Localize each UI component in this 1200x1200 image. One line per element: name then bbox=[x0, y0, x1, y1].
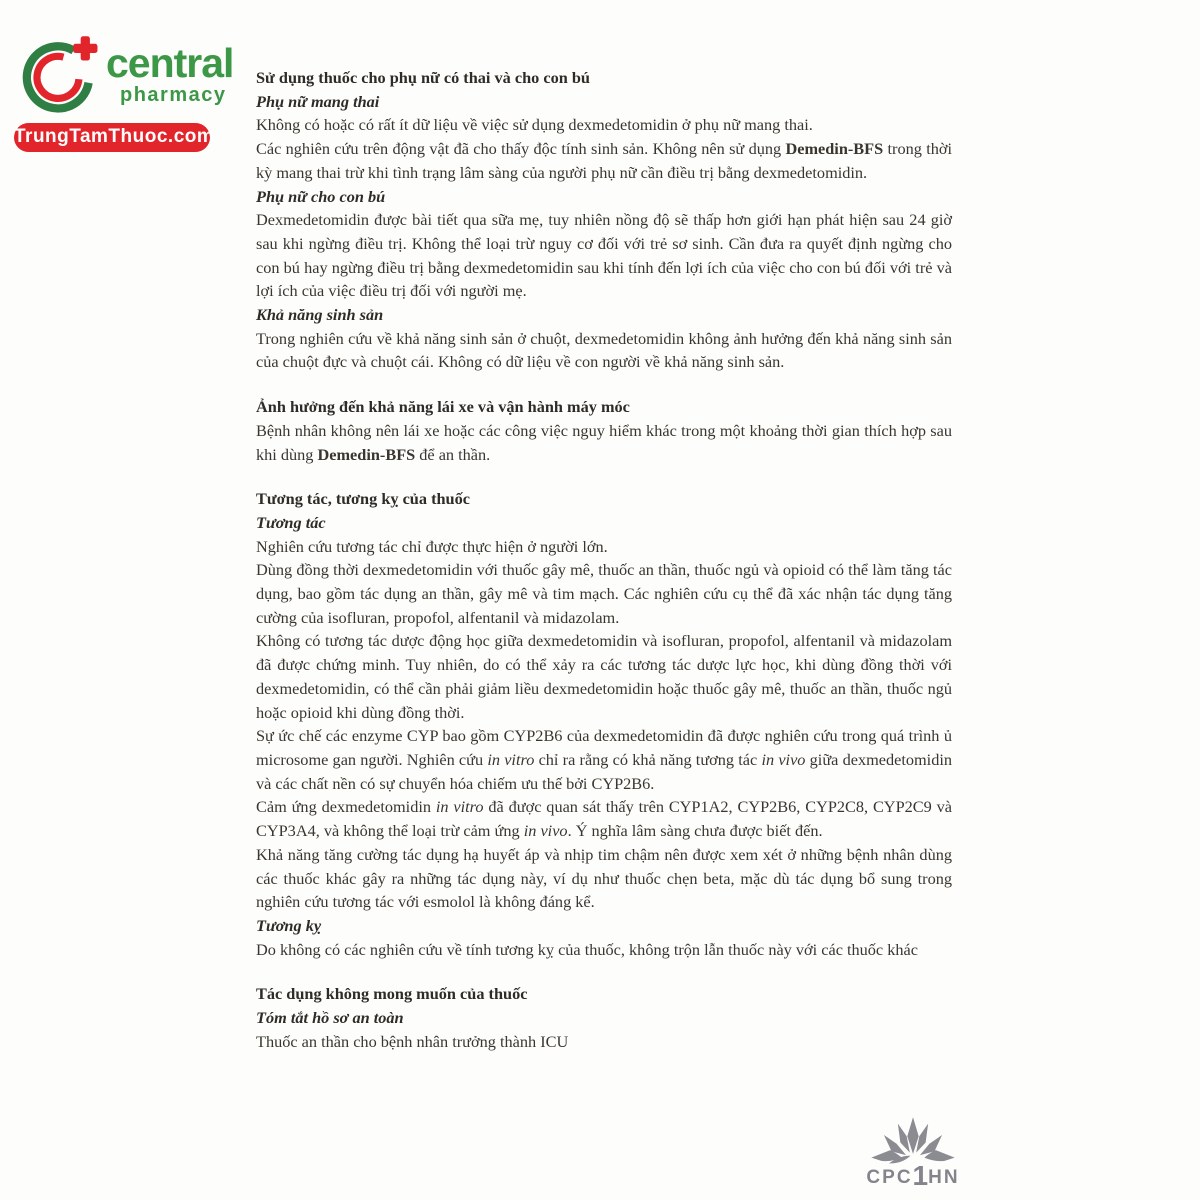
sub-heading bbox=[256, 90, 952, 114]
text-run: Demedin-BFS bbox=[785, 139, 884, 159]
cpc1hn-logo bbox=[858, 1116, 968, 1191]
paragraph bbox=[256, 629, 952, 724]
paragraph bbox=[256, 724, 952, 795]
text-run: Tác dụng không mong muốn của thuốc bbox=[256, 984, 528, 1004]
logo-row bbox=[14, 32, 234, 116]
mountain-lotus-icon bbox=[863, 1116, 963, 1164]
cpc1hn-pre: CPC bbox=[866, 1167, 913, 1188]
text-run: Tóm tắt hồ sơ an toàn bbox=[256, 1008, 404, 1028]
document-body bbox=[256, 66, 952, 1053]
text-run: giữa dexmedetomidin và các chất nền có sự chuyển hóa chiếm ưu thế bởi CYP2B6. bbox=[256, 749, 953, 793]
logo-text bbox=[106, 32, 233, 107]
sub-heading bbox=[256, 185, 952, 209]
paragraph bbox=[256, 327, 952, 374]
text-run: Các nghiên cứu trên động vật đã cho thấy độc tính sinh sản. Không nên sử dụng bbox=[256, 139, 786, 159]
text-run: Khả năng tăng cường tác dụng hạ huyết áp và nhịp tim chậm nên được xem xét ở những bệnh nhân dùng các thuốc khác gây ra những tác dụng này, ví dụ như thuốc chẹn beta, mặc dù tác dụng bổ sung trong nghiên cứu tương tác với esmolol là không đáng kể. bbox=[256, 844, 952, 912]
paragraph bbox=[256, 558, 952, 629]
central-pharmacy-logo bbox=[14, 32, 234, 152]
text-run: Khả năng sinh sản bbox=[256, 305, 384, 325]
paragraph bbox=[256, 795, 952, 842]
text-run: Dùng đồng thời dexmedetomidin với thuốc gây mê, thuốc an thần, thuốc ngủ và opioid có thể làm tăng tác dụng, bao gồm tác dụng an thần, gây mê và tim mạch. Các nghiên cứu cụ thể đã xác nhận tác dụng tăng cường của isofluran, propofol, alfentanil và midazolam. bbox=[256, 560, 952, 627]
text-run: in vitro bbox=[487, 749, 535, 769]
text-run: Không có hoặc có rất ít dữ liệu về việc sử dụng dexmedetomidin ở phụ nữ mang thai. bbox=[256, 115, 813, 135]
paragraph bbox=[256, 137, 952, 184]
sub-heading bbox=[256, 303, 952, 327]
text-run: Nghiên cứu tương tác chỉ được thực hiện ở người lớn. bbox=[256, 536, 608, 556]
text-run: Bệnh nhân không nên lái xe hoặc các công việc nguy hiểm khác trong một khoảng thời gian thích hợp sau khi dùng bbox=[256, 420, 952, 464]
text-run: . Ý nghĩa lâm sàng chưa được biết đến. bbox=[567, 821, 823, 841]
text-run: Do không có các nghiên cứu về tính tương kỵ của thuốc, không trộn lẫn thuốc này với các thuốc khác bbox=[256, 939, 918, 959]
text-run: Không có tương tác dược động học giữa dexmedetomidin và isofluran, propofol, alfentanil và midazolam đã được chứng minh. Tuy nhiên, do có thể xảy ra các tương tác dược lực học, khi dùng đồng thời với dexmedetomidin, có thể cần phải giảm liều dexmedetomidin hoặc thuốc gây mê, thuốc an thần, thuốc ngủ hoặc opioid khi dùng đồng thời. bbox=[256, 631, 952, 722]
text-run: Trong nghiên cứu về khả năng sinh sản ở chuột, dexmedetomidin không ảnh hưởng đến khả năng sinh sản của chuột đực và chuột cái. Không có dữ liệu về con người về khả năng sinh sản. bbox=[256, 328, 952, 372]
text-run: Tương tác bbox=[256, 512, 326, 532]
text-run: in vivo bbox=[761, 749, 806, 769]
sub-heading bbox=[256, 1006, 952, 1030]
paragraph bbox=[256, 843, 952, 914]
sub-heading bbox=[256, 914, 952, 938]
paragraph bbox=[256, 419, 952, 466]
paragraph bbox=[256, 1030, 952, 1054]
section-gap bbox=[256, 374, 952, 395]
plus-icon bbox=[73, 36, 97, 60]
text-run: Cảm ứng dexmedetomidin bbox=[256, 797, 436, 817]
text-run: Tương tác, tương kỵ của thuốc bbox=[256, 489, 470, 509]
section-heading bbox=[256, 395, 952, 419]
section-heading bbox=[256, 982, 952, 1006]
cpc1hn-one: 1 bbox=[912, 1160, 929, 1191]
text-run: Phụ nữ mang thai bbox=[256, 91, 380, 111]
text-run: Thuốc an thần cho bệnh nhân trưởng thành ICU bbox=[256, 1031, 569, 1051]
cpc1hn-post: HN bbox=[928, 1167, 960, 1188]
cpc1hn-wordmark bbox=[858, 1160, 968, 1191]
brand-name: central bbox=[106, 40, 234, 86]
text-run: Phụ nữ cho con bú bbox=[256, 186, 386, 206]
paragraph bbox=[256, 208, 952, 303]
text-run: Sự ức chế các enzyme CYP bao gồm CYP2B6 của dexmedetomidin đã được nghiên cứu trong quá trình ủ microsome gan người. Nghiên cứu bbox=[256, 726, 952, 769]
text-run: đã được quan sát thấy trên CYP1A2, CYP2B6, CYP2C8, CYP2C9 và CYP3A4, và không thể loại trừ cảm ứng bbox=[256, 797, 952, 841]
brand-subtitle: pharmacy bbox=[120, 83, 227, 106]
text-run: Sử dụng thuốc cho phụ nữ có thai và cho con bú bbox=[256, 68, 590, 87]
text-run: chỉ ra rằng có khả năng tương tác bbox=[534, 749, 762, 769]
section-gap bbox=[256, 961, 952, 982]
paragraph bbox=[256, 938, 952, 962]
text-run: Ảnh hưởng đến khả năng lái xe và vận hành máy móc bbox=[256, 397, 630, 417]
sub-heading bbox=[256, 511, 952, 535]
site-url-pill: TrungTamThuoc.com bbox=[14, 123, 210, 152]
text-run: để an thần. bbox=[415, 444, 491, 464]
text-run: in vivo bbox=[523, 821, 568, 841]
text-run: in vitro bbox=[435, 797, 484, 817]
text-run: Tương kỵ bbox=[256, 915, 322, 935]
pharmacy-c-icon bbox=[14, 32, 102, 116]
section-heading bbox=[256, 66, 952, 90]
text-run: Dexmedetomidin được bài tiết qua sữa mẹ, tuy nhiên nồng độ sẽ thấp hơn giới hạn phát hiện sau 24 giờ sau khi ngừng điều trị. Không thể loại trừ nguy cơ đối với trẻ sơ sinh. Cần đưa ra quyết định ngừng cho con bú hay ngừng điều trị bằng dexmedetomidin sau khi tính đến lợi ích của việc cho con bú đối với trẻ và lợi ích của việc điều trị đối với người mẹ. bbox=[256, 210, 952, 301]
paragraph bbox=[256, 113, 952, 137]
text-run: trong thời kỳ mang thai trừ khi tình trạng lâm sàng của người phụ nữ cần điều trị bằng dexmedetomidin. bbox=[256, 139, 953, 182]
section-heading bbox=[256, 487, 952, 511]
text-run: Demedin-BFS bbox=[317, 444, 416, 464]
paragraph bbox=[256, 535, 952, 559]
section-gap bbox=[256, 466, 952, 487]
